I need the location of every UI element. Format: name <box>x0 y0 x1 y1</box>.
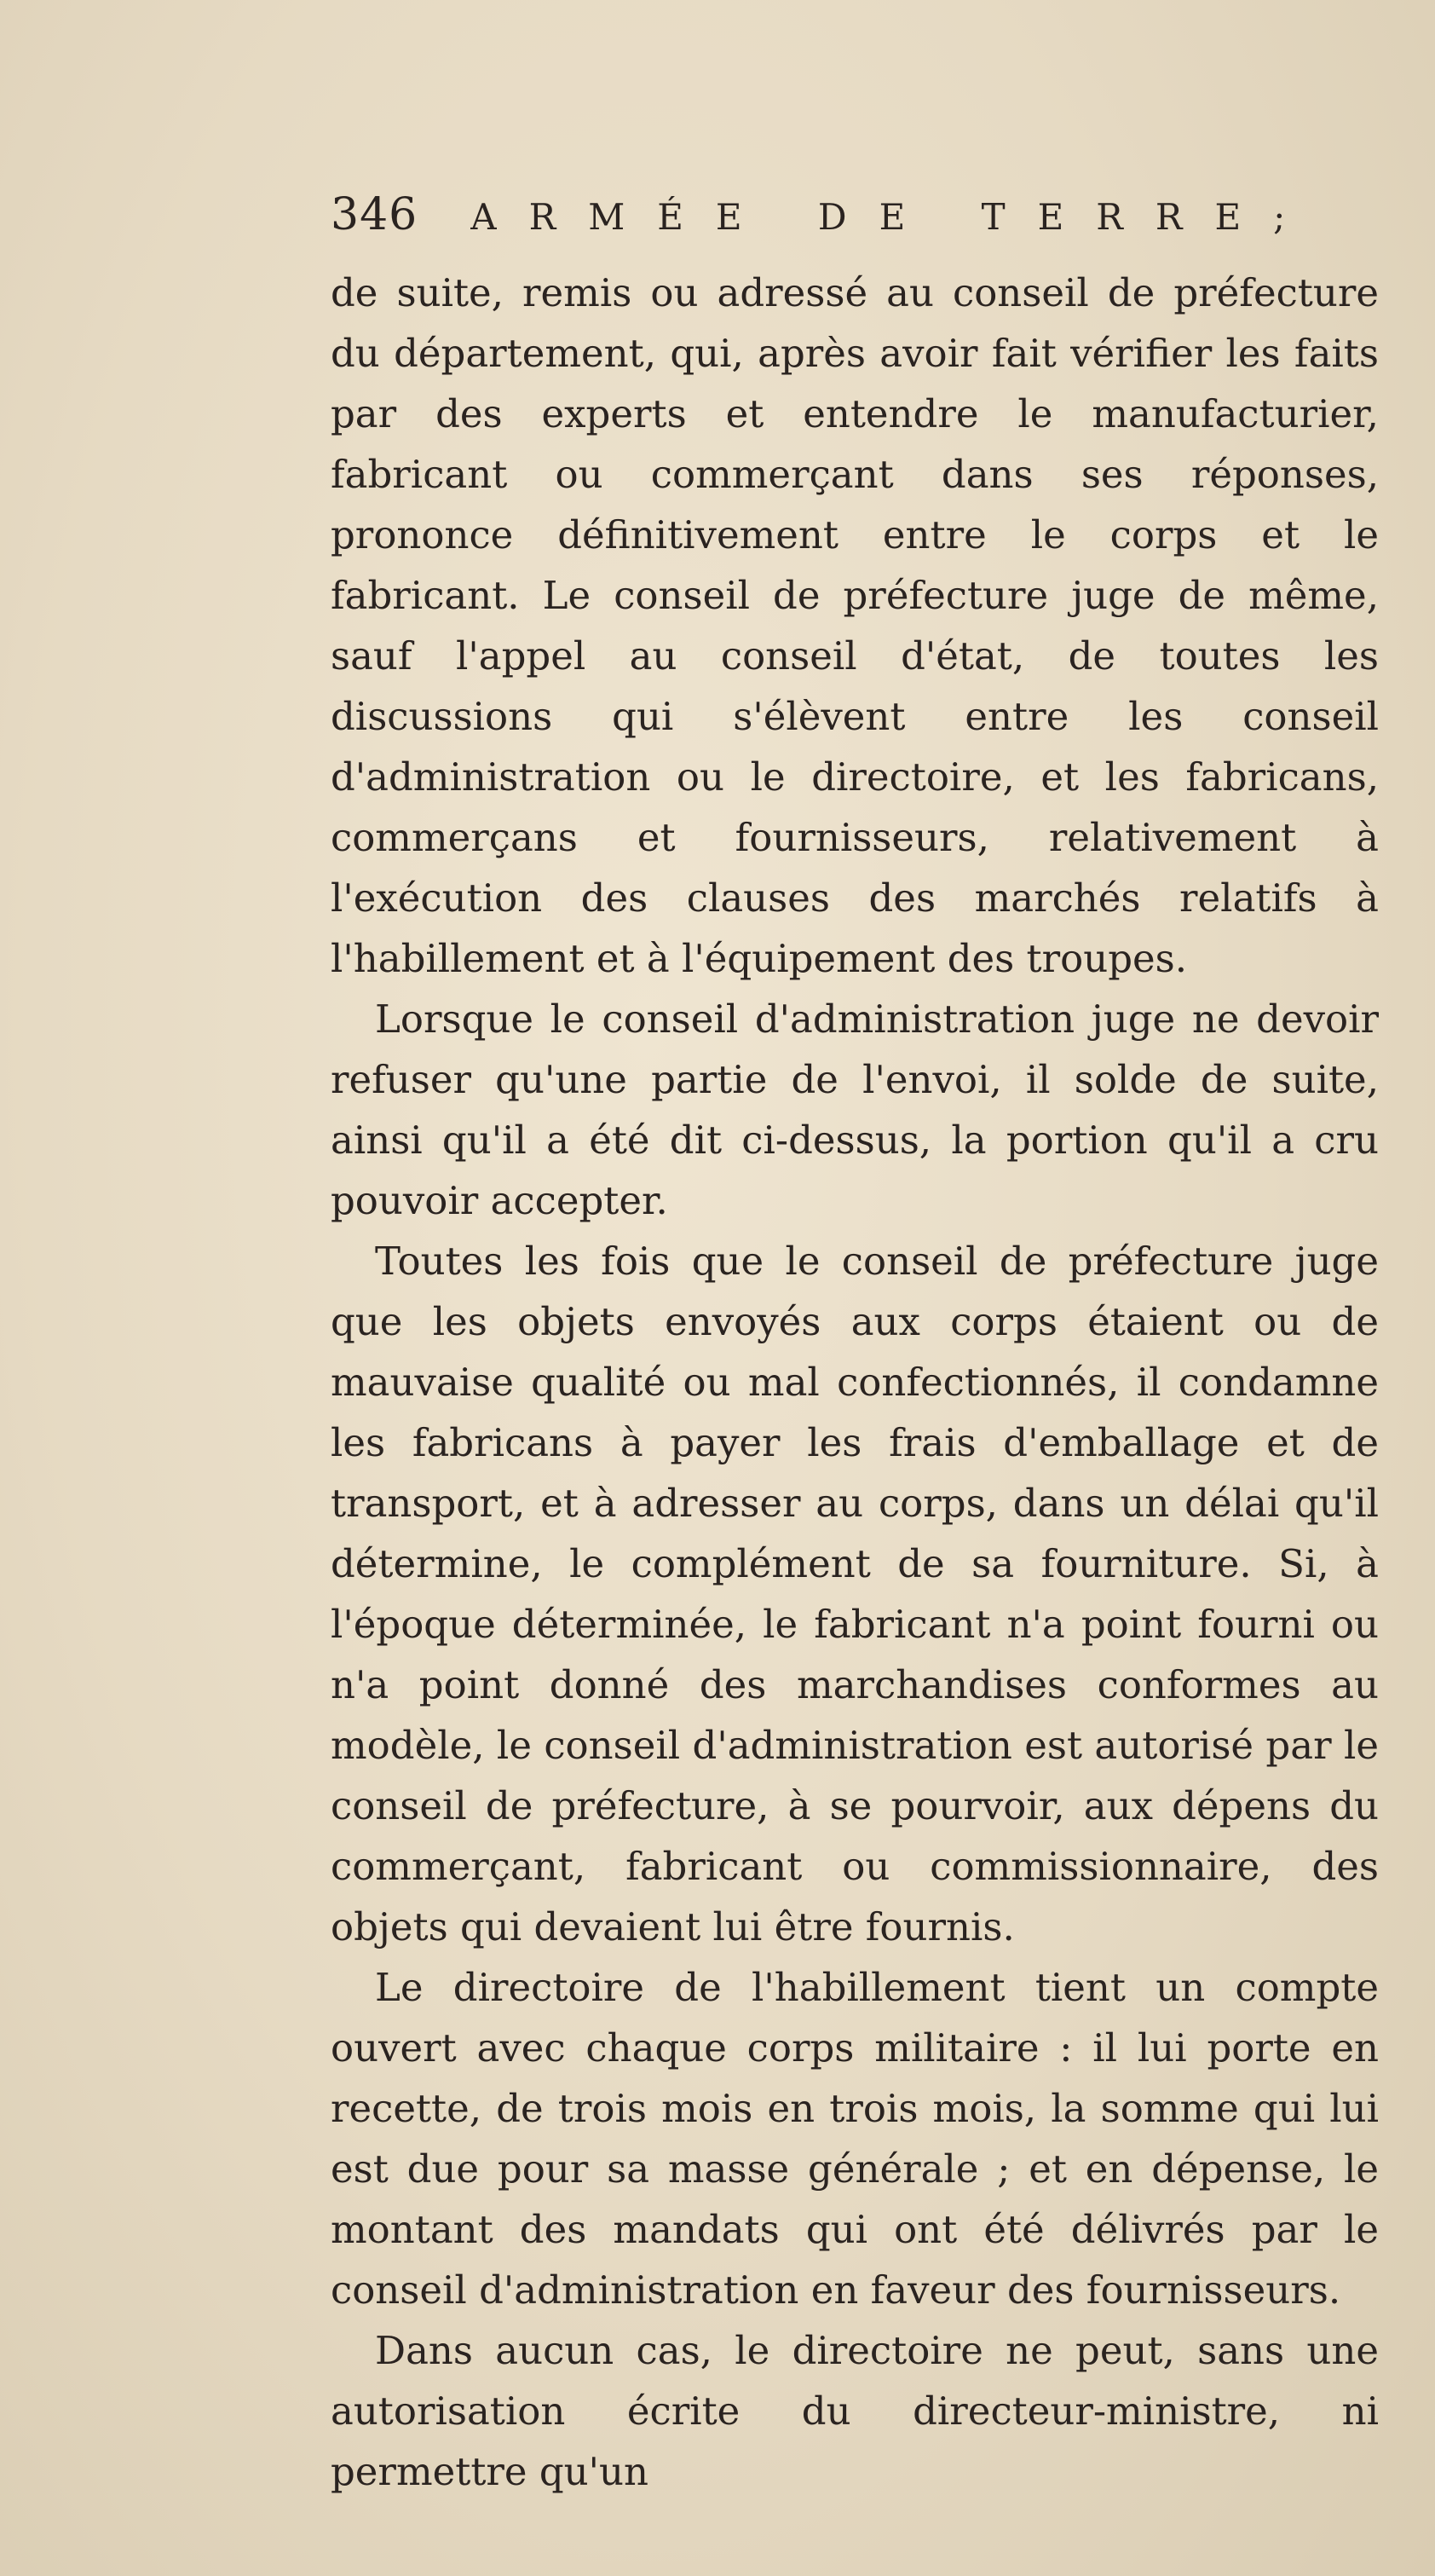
page-header <box>331 189 1396 240</box>
page-number: 346 <box>331 189 418 240</box>
paragraph-4: Le directoire de l'habillement tient un compte ouvert avec chaque corps militaire : il lui porte en recette, de trois mois en trois mois, la somme qui lui est due pour sa masse générale ; et en dépense, le montant des mandats qui ont été délivrés par le conseil d'administration en faveur des fournisseurs. <box>331 1965 1379 2313</box>
paragraph-2: Lorsque le conseil d'administration juge ne devoir refuser qu'une partie de l'envoi, il solde de suite, ainsi qu'il a été dit ci-dessus, la portion qu'il a cru pouvoir accepter. <box>331 996 1379 1223</box>
running-title: ARMÉE DE TERRE; <box>470 196 1318 238</box>
paragraph-3: Toutes les fois que le conseil de préfecture juge que les objets envoyés aux corps étaient ou de mauvaise qualité ou mal confectionnés, il condamne les fabricans à payer les frais d'emballage et de transport, et à adresser au corps, dans un délai qu'il détermine, le complément de sa fourniture. Si, à l'époque déterminée, le fabricant n'a point fourni ou n'a point donné des marchandises conformes au modèle, le conseil d'administration est autorisé par le conseil de préfecture, à se pourvoir, aux dépens du commerçant, fabricant ou commissionnaire, des objets qui devaient lui être fournis. <box>331 1239 1379 1949</box>
paragraph-1: de suite, remis ou adressé au conseil de préfecture du département, qui, après avoir fait vérifier les faits par des experts et entendre le manufacturier, fabricant ou commerçant dans ses réponses, prononce définitivement entre le corps et le fabricant. Le conseil de préfecture juge de même, sauf l'appel au conseil d'état, de toutes les discussions qui s'élèvent entre les conseil d'administration ou le directoire, et les fabricans, commerçans et fournisseurs, relativement à l'exécution des clauses des marchés relatifs à l'habillement et à l'équipement des troupes. <box>331 270 1379 981</box>
paragraph-5: Dans aucun cas, le directoire ne peut, sans une autorisation écrite du directeur-ministre, ni permettre qu'un <box>331 2328 1379 2494</box>
body-text <box>331 263 1379 2502</box>
